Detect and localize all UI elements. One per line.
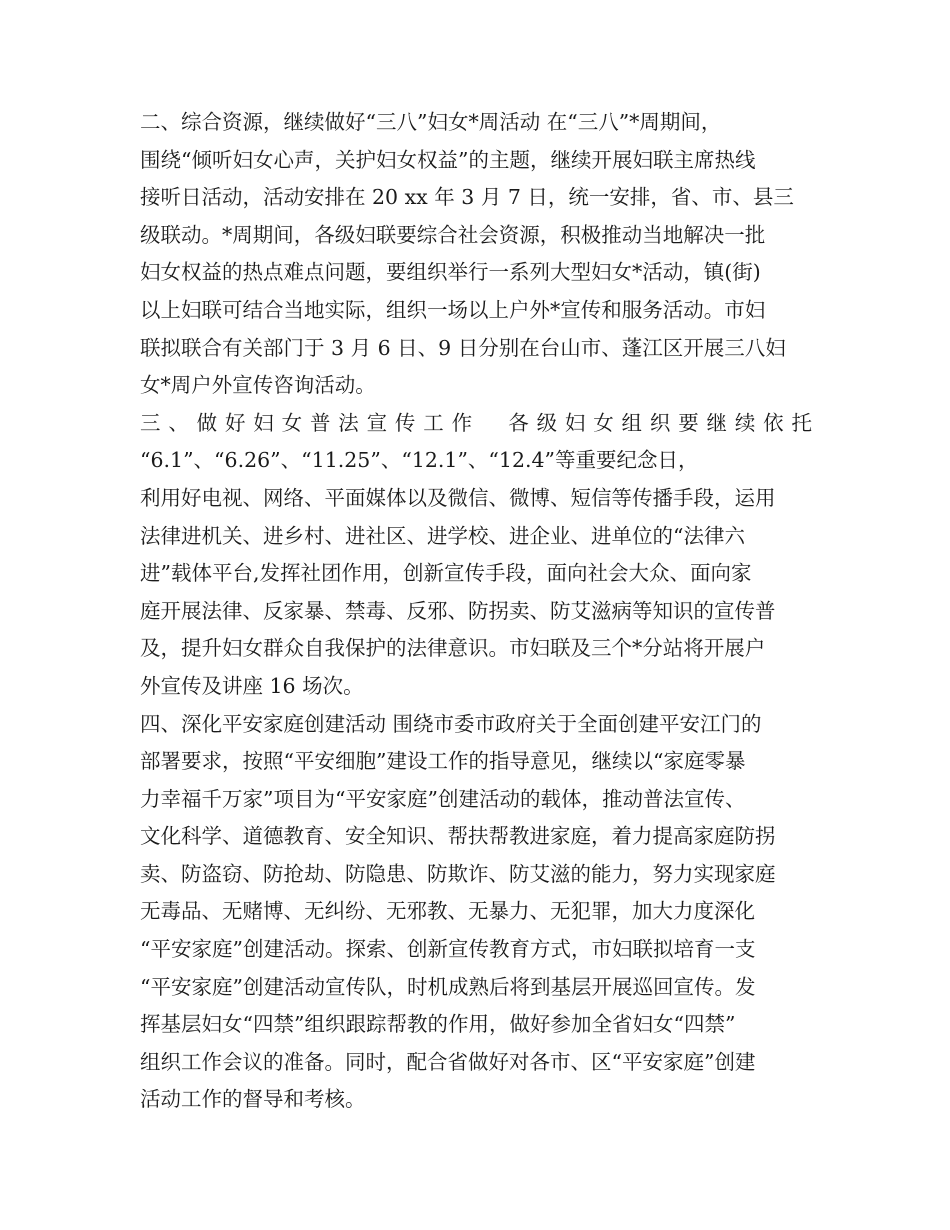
text-line: 利用好电视、网络、平面媒体以及微信、微博、短信等传播手段，运用	[140, 485, 776, 510]
body-text	[140, 104, 812, 1119]
text-line: 外宣传及讲座 16 场次。	[140, 673, 364, 698]
text-line: 挥基层妇女“四禁”组织跟踪帮教的作用，做好参加全省妇女“四禁”	[140, 1012, 736, 1037]
text-line: 四、深化平安家庭创建活动 围绕市委市政府关于全面创建平安江门的	[140, 711, 762, 736]
text-line: “平安家庭”创建活动宣传队，时机成熟后将到基层开展巡回宣传。发	[140, 974, 756, 999]
text-line: 进”载体平台,发挥社团作用，创新宣传手段，面向社会大众、面向家	[140, 561, 752, 586]
text-line: 活动工作的督导和考核。	[140, 1087, 366, 1112]
text-line: 部署要求，按照“平安细胞”建设工作的指导意见，继续以“家庭零暴	[140, 749, 746, 774]
section-heading-line: 三、做好妇女普法宣传工作 各级妇女组织要继续依托	[140, 410, 812, 435]
text-line: 文化科学、道德教育、安全知识、帮扶帮教进家庭，着力提高家庭防拐	[140, 824, 776, 849]
text-line: 卖、防盗窃、防抢劫、防隐患、防欺诈、防艾滋的能力，努力实现家庭	[140, 861, 776, 886]
text-line: “6.1”、“6.26”、“11.25”、“12.1”、“12.4”等重要纪念日，	[140, 448, 699, 473]
text-line: “平安家庭”创建活动。探索、创新宣传教育方式，市妇联拟培育一支	[140, 937, 756, 962]
text-line: 力幸福千万家”项目为“平安家庭”创建活动的载体，推动普法宣传、	[140, 786, 746, 811]
text-line: 接听日活动，活动安排在 20 xx 年 3 月 7 日，统一安排，省、市、县三	[140, 185, 794, 210]
text-line: 女*周户外宣传咨询活动。	[140, 373, 376, 398]
text-line: 法律进机关、进乡村、进社区、进学校、进企业、进单位的“法律六	[140, 523, 745, 548]
text-line: 无毒品、无赌博、无纠纷、无邪教、无暴力、无犯罪，加大力度深化	[140, 899, 755, 924]
text-line: 及，提升妇女群众自我保护的法律意识。市妇联及三个*分站将开展户	[140, 636, 766, 661]
text-line: 庭开展法律、反家暴、禁毒、反邪、防拐卖、防艾滋病等知识的宣传普	[140, 598, 776, 623]
text-line: 级联动。*周期间，各级妇联要综合社会资源，积极推动当地解决一批	[140, 222, 766, 247]
text-line: 组织工作会议的准备。同时，配合省做好对各市、区“平安家庭”创建	[140, 1049, 756, 1074]
text-line: 围绕“倾听妇女心声，关护妇女权益”的主题，继续开展妇联主席热线	[140, 147, 756, 172]
text-line: 二、综合资源，继续做好“三八”妇女*周活动 在“三八”*周期间，	[140, 110, 722, 134]
text-line: 妇女权益的热点难点问题，要组织举行一系列大型妇女*活动，镇(街)	[140, 260, 761, 285]
text-line: 以上妇联可结合当地实际，组织一场以上户外*宣传和服务活动。市妇	[140, 297, 766, 322]
text-line: 联拟联合有关部门于 3 月 6 日、9 日分别在台山市、蓬江区开展三八妇	[140, 335, 786, 360]
